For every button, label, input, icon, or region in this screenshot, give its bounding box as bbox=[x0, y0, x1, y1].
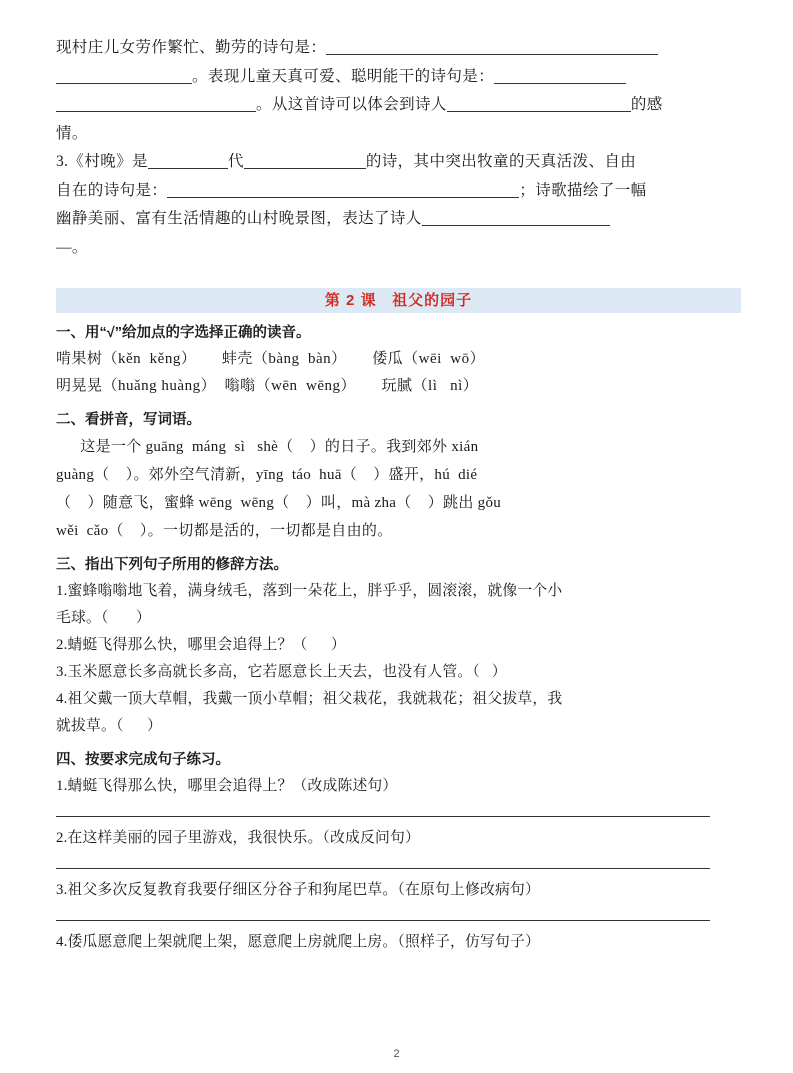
answer-blank[interactable] bbox=[494, 67, 626, 84]
answer-blank[interactable] bbox=[56, 67, 192, 84]
fill-line-4-text: 情。 bbox=[56, 124, 88, 142]
answer-blank[interactable] bbox=[422, 209, 610, 226]
answer-blank[interactable] bbox=[244, 152, 366, 169]
question-4-heading: 四、按要求完成句子练习。 bbox=[56, 752, 230, 768]
fill-line-2 bbox=[56, 63, 741, 92]
list-item: 3.祖父多次反复教育我要仔细区分谷子和狗尾巴草。（在原句上修改病句） bbox=[56, 882, 541, 898]
list-item: 3.玉米愿意长多高就长多高，它若愿意长上天去，也没有人管。（ ） bbox=[56, 664, 507, 680]
list-item: 1.蜻蜓飞得那么快，哪里会追得上？（改成陈述句） bbox=[56, 778, 398, 794]
lesson-title: 祖父的园子 bbox=[392, 292, 473, 309]
fill-line-2-text: 。表现儿童天真可爱、聪明能干的诗句是： bbox=[192, 67, 495, 85]
answer-line[interactable] bbox=[56, 868, 710, 869]
fill-line-3-tail: 的感 bbox=[630, 96, 663, 113]
pinyin-row: 明晃晃（huǎng huàng） 嗡嗡（wēn wēng） 玩腻（lì nì） bbox=[56, 378, 479, 394]
q3-text-g: —。 bbox=[56, 238, 88, 256]
question-2-passage: 这是一个 guāng máng sì shè（ ）的日子。我到郊外 xián guàng（ ）。郊外空气清新，yīng táo huā（ ）盛开，hú dié （ ）随意飞，蜜蜂 wēng wēng（ ）叫，mà zha（ ）跳出 gǒu wěi cǎo（ ）。一切都是活的，一切都是自由的。 bbox=[56, 439, 502, 539]
pinyin-row: 啃果树（kěn kěng） 蚌壳（bàng bàn） 倭瓜（wēi wō） bbox=[56, 351, 486, 367]
answer-blank[interactable] bbox=[167, 181, 519, 198]
question-1-heading: 一、用“√”给加点的字选择正确的读音。 bbox=[56, 325, 311, 341]
list-item: 4.倭瓜愿意爬上架就爬上架，愿意爬上房就爬上房。（照样子，仿写句子） bbox=[56, 934, 541, 950]
q3-text-b: 代 bbox=[227, 153, 244, 170]
answer-blank[interactable] bbox=[447, 95, 631, 112]
page-number: 2 bbox=[393, 1048, 400, 1060]
fill-line-1-text: 现村庄儿女劳作繁忙、勤劳的诗句是： bbox=[56, 39, 327, 56]
lesson-banner bbox=[56, 288, 741, 313]
q3-text-a: 3.《村晚》是 bbox=[56, 153, 148, 170]
fill-line-4 bbox=[56, 120, 741, 149]
lesson-label: 第 2 课 bbox=[324, 292, 377, 309]
question-3-line-3 bbox=[56, 205, 741, 234]
question-2-heading: 二、看拼音，写词语。 bbox=[56, 412, 201, 428]
answer-blank[interactable] bbox=[148, 152, 228, 169]
q3-text-f: 幽静美丽、富有生活情趣的山村晚景图，表达了诗人 bbox=[56, 210, 422, 227]
fill-line-3-text: 。从这首诗可以体会到诗人 bbox=[256, 96, 447, 113]
fill-line-1 bbox=[56, 34, 741, 63]
top-block bbox=[56, 34, 741, 262]
list-item: 1.蜜蜂嗡嗡地飞着，满身绒毛，落到一朵花上，胖乎乎，圆滚滚，就像一个小 毛球。（ ） bbox=[56, 583, 563, 626]
fill-line-3 bbox=[56, 91, 741, 120]
question-3-line-1 bbox=[56, 148, 741, 177]
answer-blank[interactable] bbox=[326, 38, 658, 55]
q3-text-e: ；诗歌描绘了一幅 bbox=[519, 181, 647, 199]
q3-text-d: 自在的诗句是： bbox=[56, 181, 168, 199]
q3-text-c: 的诗，其中突出牧童的天真活泼、自由 bbox=[365, 153, 637, 170]
answer-line[interactable] bbox=[56, 920, 710, 921]
list-item: 2.在这样美丽的园子里游戏，我很快乐。（改成反问句） bbox=[56, 830, 421, 846]
list-item: 2.蜻蜓飞得那么快，哪里会追得上？（ ） bbox=[56, 637, 346, 653]
question-3-line-2 bbox=[56, 177, 741, 206]
question-3-heading: 三、指出下列句子所用的修辞方法。 bbox=[56, 557, 288, 573]
answer-blank[interactable] bbox=[56, 95, 256, 112]
list-item: 4.祖父戴一顶大草帽，我戴一顶小草帽；祖父栽花，我就栽花；祖父拔草，我 就拔草。（ ） bbox=[56, 691, 563, 734]
answer-line[interactable] bbox=[56, 816, 710, 817]
question-3-line-4 bbox=[56, 234, 741, 263]
